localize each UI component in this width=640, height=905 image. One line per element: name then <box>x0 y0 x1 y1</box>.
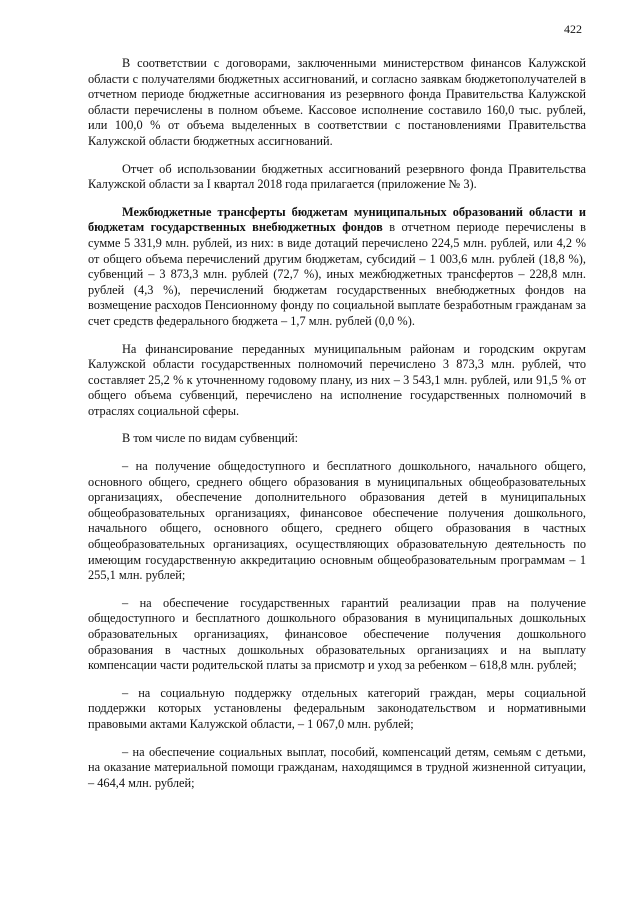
paragraph-intergovernmental-transfers <box>88 205 586 330</box>
transfers-heading-bold: Межбюджетные трансферты бюджетам муниципальных образований области и бюджетам государственных внебюджетных фондов <box>88 204 586 235</box>
page-number: 422 <box>564 22 582 36</box>
document-body <box>88 56 586 800</box>
list-item-preschool-education: – на обеспечение государственных гарантий реализации прав на получение общедоступного и бесплатного дошкольного образования в муниципальных дошкольных образовательных организациях, финансовое обеспечение получения дошкольного образования в частных дошкольных образовательных организациях и на выплату компенсации части родительской платы за присмотр и уход за ребенком – 618,8 млн. рублей; <box>88 595 586 673</box>
list-item-general-education: – на получение общедоступного и бесплатного дошкольного, начального общего, основного общего, среднего общего образования в муниципальных общеобразовательных организациях, обеспечение дополнительного образования детей в муниципальных общеобразовательных организациях, финансовое обеспечение получения дошкольного, начального общего, основного общего, среднего общего образования в частных общеобразовательных организациях, осуществляющих образовательную деятельность по имеющим государственную аккредитацию основным общеобразовательным программам – 1 255,1 млн. рублей; <box>88 459 586 583</box>
list-item-social-support: – на социальную поддержку отдельных категорий граждан, меры социальной поддержки которых установлены федеральным законодательством и нормативными правовыми актами Калужской области, – 1 067,0 млн. рублей; <box>88 685 586 731</box>
list-item-social-payments: – на обеспечение социальных выплат, пособий, компенсаций детям, семьям с детьми, на оказание материальной помощи гражданам, находящимся в трудной жизненной ситуации, – 464,4 млн. рублей; <box>88 744 586 790</box>
paragraph-delegated-powers: На финансирование переданных муниципальным районам и городским округам Калужской области государственных полномочий перечислено 3 873,3 млн. рублей, что составляет 25,2 % к уточненному годовому плану, из них – 3 543,1 млн. рублей, или 91,5 % от общего объема субвенций, перечислено на исполнение государственных полномочий в отраслях социальной сферы. <box>88 341 586 418</box>
paragraph-reserve-fund-report: Отчет об использовании бюджетных ассигнований резервного фонда Правительства Калужской области за I квартал 2018 года прилагается (приложение № 3). <box>88 161 586 192</box>
paragraph-reserve-fund-execution: В соответствии с договорами, заключенными министерством финансов Калужской области с получателями бюджетных ассигнований, и согласно заявкам бюджетополучателей в отчетном периоде бюджетные ассигнования из резервного фонда Правительства Калужской области перечислены в полном объеме. Кассовое исполнение составило 160,0 тыс. рублей, или 100,0 % от объема выделенных в соответствии с постановлениями Правительства Калужской области бюджетных ассигнований. <box>88 56 586 148</box>
paragraph-subvention-types-intro: В том числе по видам субвенций: <box>122 431 299 446</box>
transfers-details: в отчетном периоде перечислены в сумме 5 331,9 млн. рублей, из них: в виде дотаций перечислено 224,5 млн. рублей, или 4,2 % от общего объема перечислений другим бюджетам, субсидий – 1 003,6 млн. рублей (18,8 %), субвенций – 3 873,3 млн. рублей (72,7 %), иных межбюджетных трансфертов – 228,8 млн. рублей (4,3 %), перечислений бюджетам государственных внебюджетных фондов на возмещение расходов Пенсионному фонду по социальной выплате безработным гражданам за счет средств федерального бюджета – 1,7 млн. рублей (0,0 %). <box>88 220 586 328</box>
